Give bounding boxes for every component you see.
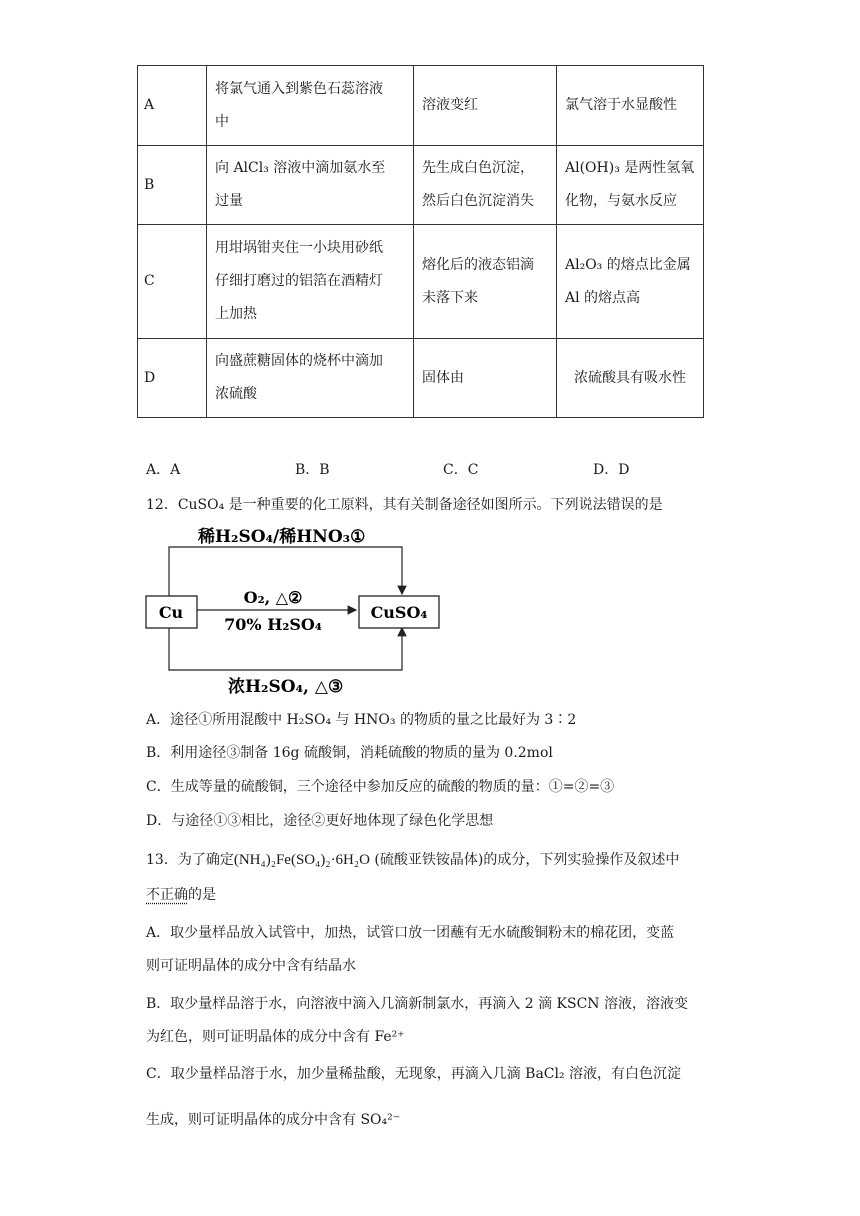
choice-b[interactable]: B．B [295,462,330,478]
phenomenon-cell: 溶液变红 [414,66,557,146]
conclusion-cell: 氯气溶于水显酸性 [557,66,704,146]
choice-a[interactable]: A．A [146,462,181,478]
q11-choices [146,459,706,479]
q13-option-b-line1: B．取少量样品溶于水，向溶液中滴入几滴新制氯水，再滴入 2 滴 KSCN 溶液，溶液变 [146,996,689,1012]
operation-cell: 向 AlCl₃ 溶液中滴加氨水至 过量 [207,146,414,225]
q13-emphasis: 不正确 [146,887,188,903]
route1-label: 稀H₂SO₄/稀HNO₃① [198,527,366,547]
choice-d[interactable]: D．D [593,462,630,478]
q12-stem: 12．CuSO₄ 是一种重要的化工原料，其有关制备途径如图所示。下列说法错误的是 [146,497,663,513]
operation-cell: 将氯气通入到紫色石蕊溶液 中 [207,66,414,146]
q12-option-c[interactable]: C．生成等量的硫酸铜，三个途径中参加反应的硫酸的物质的量：①=②=③ [146,779,615,795]
route2-bottom-label: 70% H₂SO₄ [224,615,322,634]
q13-formula: (NH₄)₂Fe(SO₄)₂·6H₂O [233,852,370,868]
q13-stem-suffix: (硫酸亚铁铵晶体)的成分，下列实验操作及叙述中 [369,852,680,868]
route3-arrow [169,628,402,670]
operation-cell: 用坩埚钳夹住一小块用砂纸 仔细打磨过的铝箔在酒精灯 上加热 [207,225,414,339]
q13-option-c-line2: 生成，则可证明晶体的成分中含有 SO₄²⁻ [146,1112,401,1128]
q13-stem-prefix: 13．为了确定 [146,852,234,868]
table-row [138,225,704,339]
q13-stem-line2 [146,884,216,904]
q12-option-a[interactable]: A．途径①所用混酸中 H₂SO₄ 与 HNO₃ 的物质的量之比最好为 3∶2 [146,712,577,728]
option-cell: C [138,225,207,339]
route2-top-label: O₂, △② [243,588,303,607]
q13-option-b-line2: 为红色，则可证明晶体的成分中含有 Fe²⁺ [146,1029,405,1045]
table-row [138,146,704,225]
q13-option-c[interactable] [146,1063,681,1129]
route3-label: 浓H₂SO₄, △③ [228,677,344,697]
q12-option-b[interactable]: B．利用途径③制备 16g 硫酸铜，消耗硫酸的物质的量为 0.2mol [146,745,553,761]
conclusion-cell: 浓硫酸具有吸水性 [557,339,704,418]
q12-option-d[interactable]: D．与途径①③相比，途径②更好地体现了绿色化学思想 [146,813,494,829]
cu-label: Cu [158,603,184,622]
phenomenon-cell: 固体由 [414,339,557,418]
q12-diagram [140,520,460,700]
q13-stem-rest: 的是 [188,887,216,903]
phenomenon-cell: 先生成白色沉淀， 然后白色沉淀消失 [414,146,557,225]
option-cell: A [138,66,207,146]
q13-option-a-line2: 则可证明晶体的成分中含有结晶水 [146,958,356,974]
table-row [138,339,704,418]
q11-table [137,65,704,418]
choice-c[interactable]: C．C [443,462,479,478]
operation-cell: 向盛蔗糖固体的烧杯中滴加 浓硫酸 [207,339,414,418]
q13-option-a-line1: A．取少量样品放入试管中，加热，试管口放一团蘸有无水硫酸铜粉末的棉花团，变蓝 [146,925,675,941]
q13-option-a[interactable] [146,922,674,975]
cuso4-label: CuSO₄ [370,603,428,622]
table-row [138,66,704,146]
option-cell: B [138,146,207,225]
conclusion-cell: Al₂O₃ 的熔点比金属 Al 的熔点高 [557,225,704,339]
q13-stem [146,849,679,869]
q13-option-b[interactable] [146,993,688,1046]
conclusion-cell: Al(OH)₃ 是两性氢氧 化物，与氨水反应 [557,146,704,225]
q13-option-c-line1: C．取少量样品溶于水，加少量稀盐酸，无现象，再滴入几滴 BaCl₂ 溶液，有白色沉淀 [146,1066,682,1082]
option-cell: D [138,339,207,418]
phenomenon-cell: 熔化后的液态铝滴 未落下来 [414,225,557,339]
